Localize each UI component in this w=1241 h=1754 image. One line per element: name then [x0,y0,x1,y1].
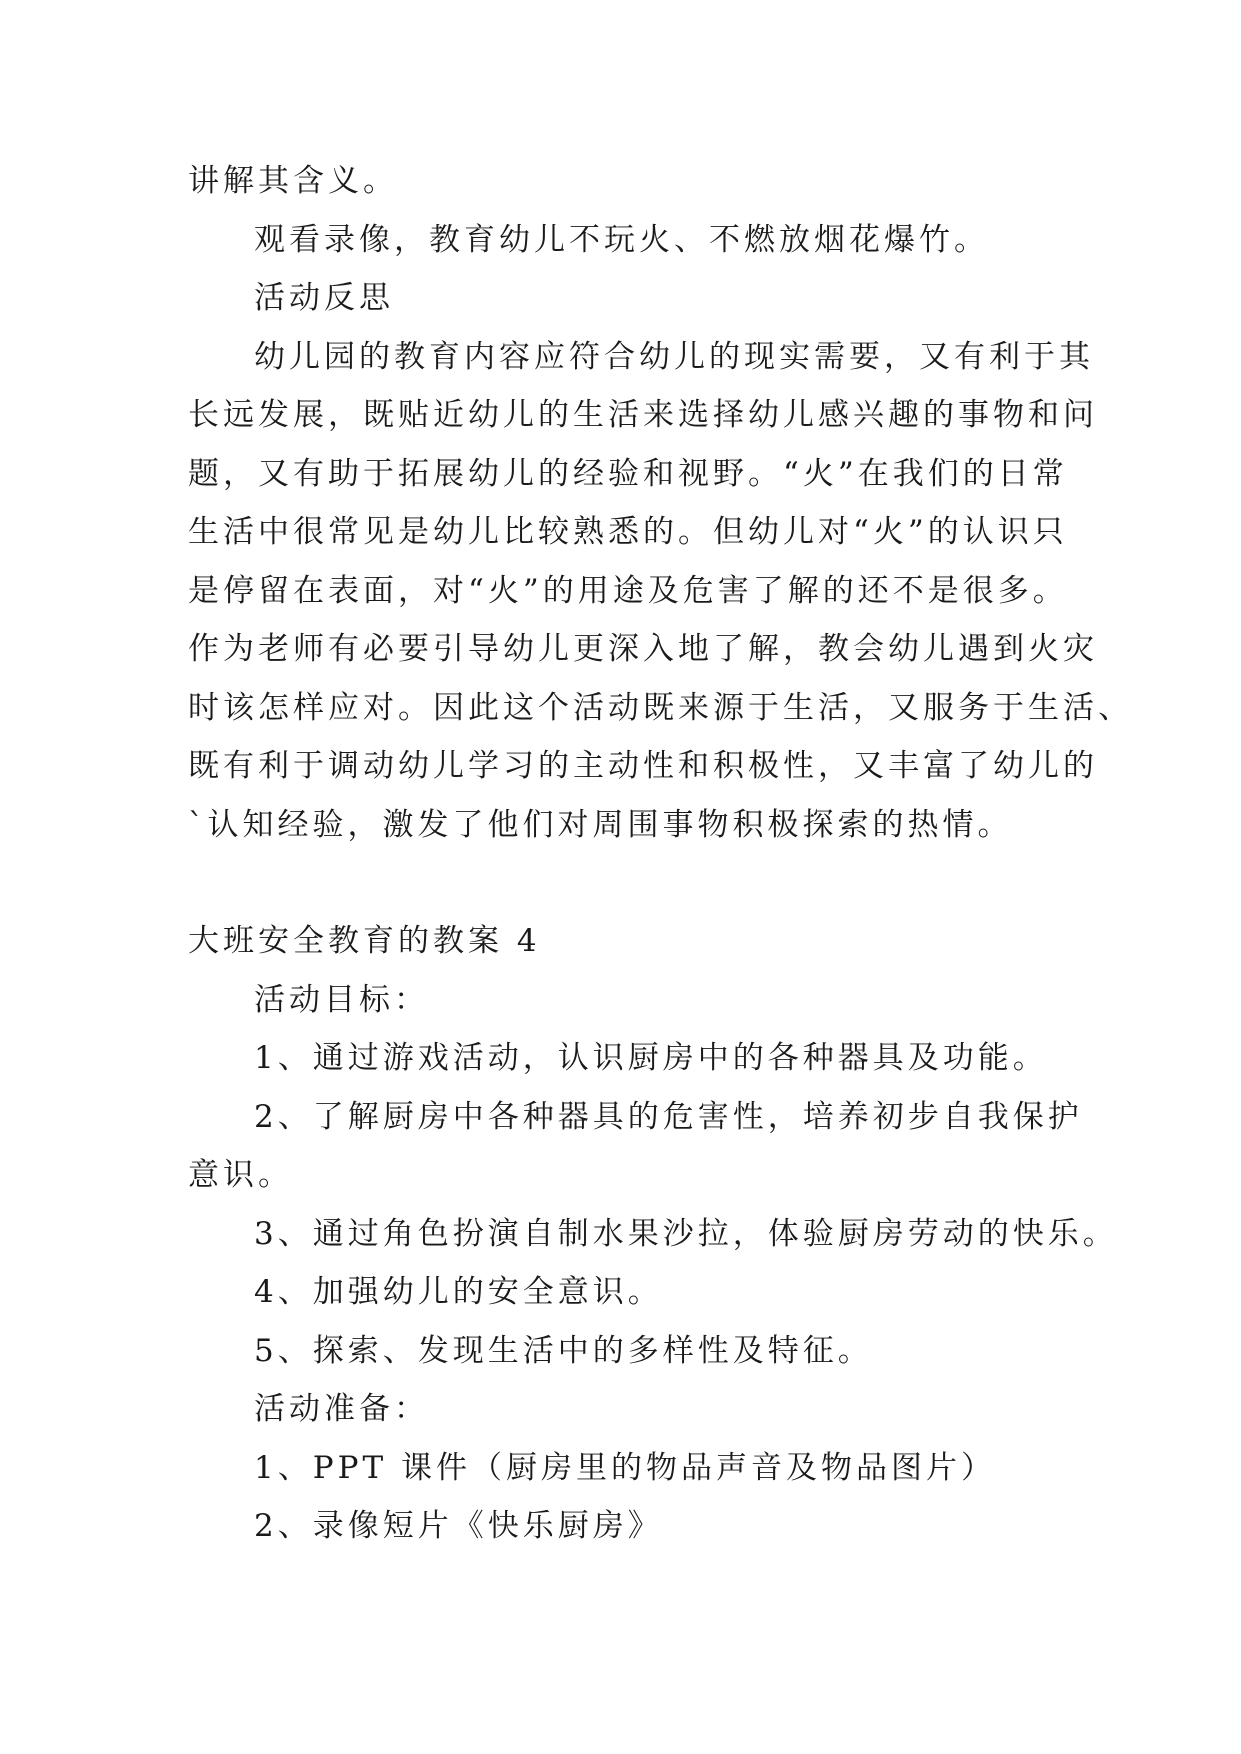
section-heading: 活动准备： [254,1391,429,1427]
list-item: 5、探索、发现生活中的多样性及特征。 [254,1332,873,1369]
list-item: 3、通过角色扮演自制水果沙拉，体验厨房劳动的快乐。 [254,1215,1118,1252]
document-body [188,152,1133,1556]
list-item: 4、加强幼儿的安全意识。 [254,1274,663,1310]
list-item: 2、了解厨房中各种器具的危害性，培养初步自我保护 [254,1098,1083,1135]
text-line: 长远发展，既贴近幼儿的生活来选择幼儿感兴趣的事物和问 [188,397,1098,433]
text-line: 时该怎样应对。因此这个活动既来源于生活，又服务于生活、 [188,689,1133,726]
section-heading: 活动目标： [254,981,429,1018]
list-item: 2、录像短片《快乐厨房》 [254,1508,663,1544]
text-line: 作为老师有必要引导幼儿更深入地了解，教会幼儿遇到火灾 [188,631,1098,667]
text-line: 既有利于调动幼儿学习的主动性和积极性，又丰富了幼儿的 [188,748,1098,784]
text-line: `认知经验，激发了他们对周围事物积极探索的热情。 [188,806,1013,843]
text-line: 是停留在表面，对“火”的用途及危害了解的还不是很多。 [188,572,1068,609]
section-heading: 活动反思 [254,280,394,316]
text-line: 幼儿园的教育内容应符合幼儿的现实需要，又有利于其 [254,338,1094,375]
text-line: 讲解其含义。 [188,163,398,199]
text-line: 观看录像，教育幼儿不玩火、不燃放烟花爆竹。 [254,221,989,258]
list-item-continuation: 意识。 [188,1157,293,1193]
document-title: 大班安全教育的教案 4 [188,923,541,959]
text-line: 生活中很常见是幼儿比较熟悉的。但幼儿对“火”的认识只 [188,514,1068,550]
text-line: 题，又有助于拓展幼儿的经验和视野。“火”在我们的日常 [188,455,1068,492]
list-item: 1、PPT 课件（厨房里的物品声音及物品图片） [254,1449,996,1486]
list-item: 1、通过游戏活动，认识厨房中的各种器具及功能。 [254,1040,1048,1076]
paragraph-gap [188,854,1068,912]
